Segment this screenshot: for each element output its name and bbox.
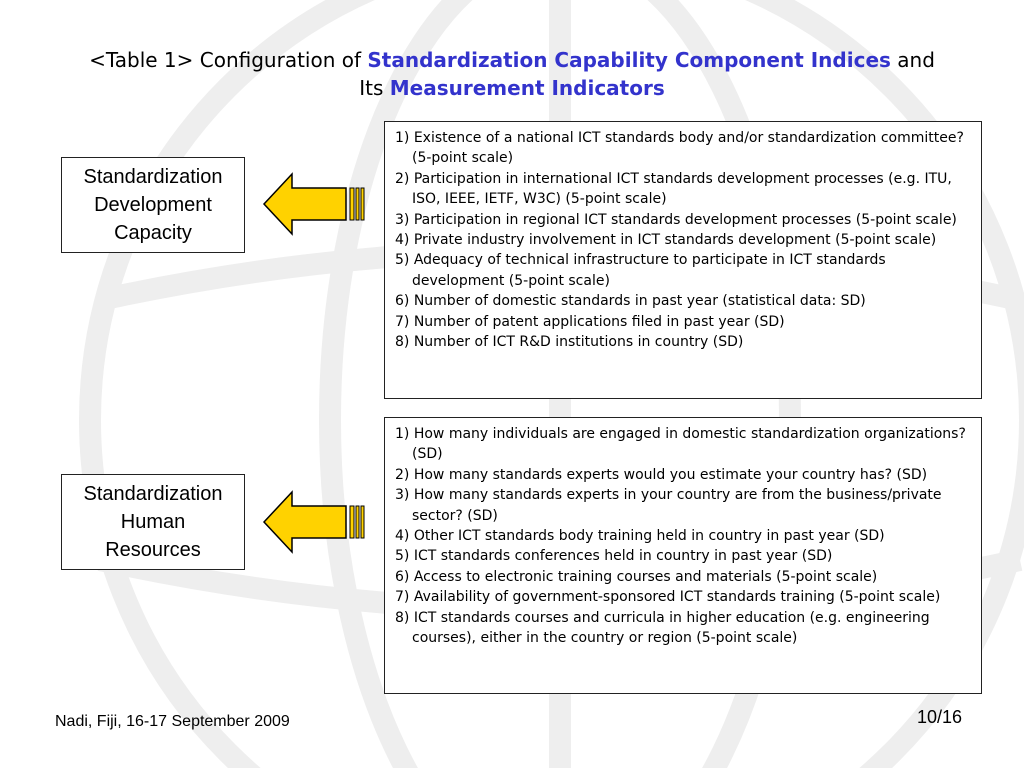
label-development-capacity <box>61 157 245 253</box>
label-line: Standardization <box>83 483 223 505</box>
indicator-list-development-capacity <box>384 121 982 399</box>
title-highlight-indices: Standardization Capability Component Indices <box>367 48 891 72</box>
list-item: 6) Access to electronic training courses and materials (5-point scale) <box>395 568 878 585</box>
indicator-list-human-resources <box>384 417 982 694</box>
list-item: 2) How many standards experts would you estimate your country has? (SD) <box>395 466 928 483</box>
label-line: Standardization <box>83 166 223 188</box>
label-line: Human <box>120 511 186 533</box>
title-its: Its <box>359 76 390 100</box>
label-human-resources <box>61 474 245 570</box>
left-arrow-icon <box>262 490 366 554</box>
list-item: 3) How many standards experts in your country are from the business/private sector? (SD) <box>395 487 942 524</box>
label-line: Resources <box>105 539 201 561</box>
slide-title <box>0 46 1024 102</box>
list-item: 7) Availability of government-sponsored ICT standards training (5-point scale) <box>395 589 941 606</box>
list-item: 3) Participation in regional ICT standards development processes (5-point scale) <box>395 211 957 228</box>
list-item: 8) Number of ICT R&D institutions in country (SD) <box>395 334 744 351</box>
left-arrow-icon <box>262 172 366 236</box>
title-highlight-indicators: Measurement Indicators <box>389 76 665 100</box>
footer-location-date: Nadi, Fiji, 16-17 September 2009 <box>55 713 290 730</box>
list-item: 1) Existence of a national ICT standards body and/or standardization committee? (5-point scale) <box>395 130 964 167</box>
label-line: Development <box>94 194 212 216</box>
list-item: 1) How many individuals are engaged in domestic standardization organizations? (SD) <box>395 426 966 463</box>
list-item: 6) Number of domestic standards in past year (statistical data: SD) <box>395 293 866 310</box>
list-item: 5) Adequacy of technical infrastructure to participate in ICT standards development (5-point scale) <box>395 252 886 289</box>
list-item: 8) ICT standards courses and curricula in higher education (e.g. engineering courses), either in the country or region (5-point scale) <box>395 609 930 647</box>
title-prefix: <Table 1> Configuration of <box>89 48 368 72</box>
list-item: 5) ICT standards conferences held in country in past year (SD) <box>395 548 833 565</box>
list-item: 4) Private industry involvement in ICT standards development (5-point scale) <box>395 232 937 249</box>
list-item: 4) Other ICT standards body training held in country in past year (SD) <box>395 528 885 545</box>
page-number: 10/16 <box>916 707 962 727</box>
title-and: and <box>890 48 935 72</box>
label-line: Capacity <box>114 222 192 244</box>
list-item: 7) Number of patent applications filed in past year (SD) <box>395 313 785 330</box>
list-item: 2) Participation in international ICT standards development processes (e.g. ITU, ISO, IEEE, IETF, W3C) (5-point scale) <box>395 170 952 208</box>
